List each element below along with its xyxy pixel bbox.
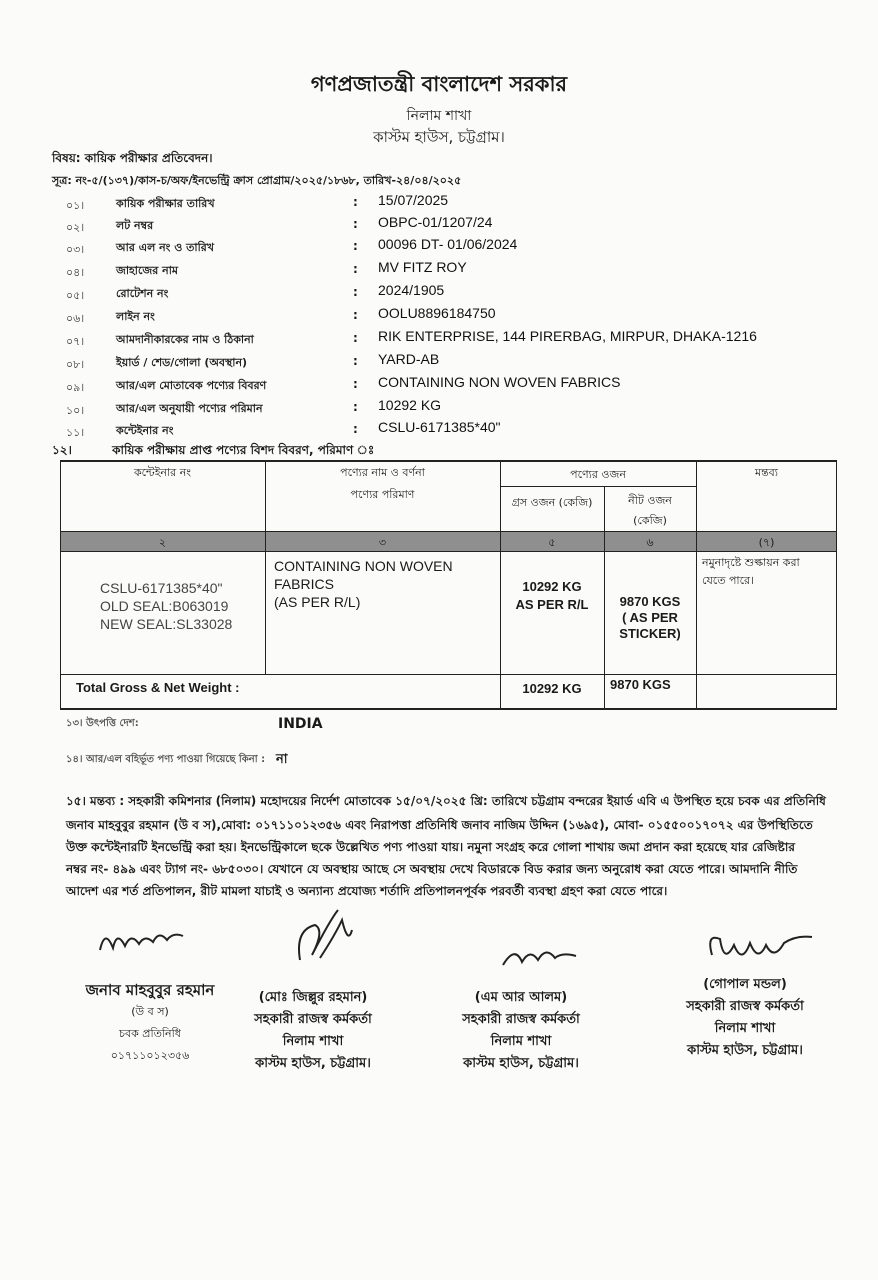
signatory-name: (এম আর আলম) bbox=[474, 990, 568, 1005]
goods-line: CONTAINING NON WOVEN bbox=[274, 558, 453, 574]
net-weight-note: ( AS PER bbox=[622, 610, 678, 625]
detail-value: YARD-AB bbox=[378, 351, 440, 367]
signatory-designation: সহকারী রাজস্ব কর্মকর্তা bbox=[462, 1012, 580, 1027]
detail-number: ০৬। bbox=[66, 312, 85, 325]
header-remarks: মন্তব্য bbox=[754, 466, 778, 479]
header-goods: পণ্যের নাম ও বর্ণনা bbox=[340, 466, 425, 479]
found-value: না bbox=[276, 752, 288, 767]
signatory-role: চবক প্রতিনিধি bbox=[119, 1027, 181, 1040]
paragraph-line: জনাব মাহবুবুর রহমান (উ ব স),মোবা: ০১৭১১০১২৩৫৬ এবং নিরাপত্তা প্রতিনিধি জনাব নাজিম উদ্দিন (১৬৯৫), মোবা- ০১৫৫০০১৭০৭২ এর উপস্থিতিতে bbox=[66, 818, 813, 832]
net-weight-note: STICKER) bbox=[619, 626, 681, 641]
signatory-name: (গোপাল মন্ডল) bbox=[703, 977, 787, 992]
net-weight-value: 9870 KGS bbox=[619, 594, 681, 609]
detail-number: ০৩। bbox=[66, 243, 85, 256]
total-net-weight: 9870 KGS bbox=[610, 677, 671, 692]
signature-4-icon bbox=[700, 925, 820, 975]
signature-2-icon bbox=[290, 900, 360, 980]
signatory-office: কাস্টম হাউস, চট্টগ্রাম। bbox=[687, 1043, 803, 1058]
header-weight: পণ্যের ওজন bbox=[570, 468, 626, 481]
detail-number: ১০। bbox=[66, 404, 85, 417]
signatory-phone: ০১৭১১০১২৩৫৬ bbox=[110, 1049, 190, 1062]
header-gross-weight: গ্রস ওজন (কেজি) bbox=[511, 496, 593, 509]
old-seal: OLD SEAL:B063019 bbox=[100, 598, 229, 614]
detail-label: লাইন নং bbox=[116, 310, 155, 323]
detail-label: রোটেশন নং bbox=[116, 287, 169, 300]
origin-label: ১৩। উৎপত্তি দেশ: bbox=[66, 718, 139, 729]
detail-label: কন্টেইনার নং bbox=[116, 424, 174, 437]
inventory-table bbox=[60, 460, 837, 710]
detail-label: আমদানীকারকের নাম ও ঠিকানা bbox=[116, 333, 254, 346]
detail-label: আর এল নং ও তারিখ bbox=[116, 241, 215, 254]
container-cell bbox=[100, 579, 232, 633]
signatory-name: জনাব মাহবুবুর রহমান bbox=[85, 981, 215, 999]
net-weight-cell bbox=[604, 594, 696, 642]
header-container: কন্টেইনার নং bbox=[133, 466, 192, 479]
goods-line: (AS PER R/L) bbox=[274, 594, 361, 610]
section-title: নিলাম শাখা bbox=[406, 108, 472, 124]
total-gross-weight: 10292 KG bbox=[522, 681, 582, 696]
signatory-designation: সহকারী রাজস্ব কর্মকর্তা bbox=[254, 1012, 372, 1027]
detail-value: MV FITZ ROY bbox=[378, 259, 467, 275]
column-number: ৫ bbox=[548, 536, 556, 549]
detail-label: কায়িক পরীক্ষার তারিখ bbox=[116, 197, 215, 210]
goods-line: FABRICS bbox=[274, 576, 334, 592]
signatory-4 bbox=[660, 974, 830, 1062]
column-number: ৩ bbox=[378, 536, 387, 549]
office-title: কাস্টম হাউস, চট্টগ্রাম। bbox=[373, 128, 505, 146]
total-weight-label: Total Gross & Net Weight : bbox=[76, 680, 240, 695]
signatory-office: কাস্টম হাউস, চট্টগ্রাম। bbox=[463, 1056, 579, 1071]
detail-number: ০৫। bbox=[66, 289, 85, 302]
origin-value: INDIA bbox=[278, 716, 323, 732]
new-seal: NEW SEAL:SL33028 bbox=[100, 616, 233, 632]
column-number: ২ bbox=[158, 536, 167, 549]
paragraph-line: নম্বর নং- ৪৯৯ এবং ট্যাগ নং- ৬৮৫০৩০। যেখানে যে অবস্থায় আছে সে অবস্থায় দেখে বিডারকে বিড করার জন্য অনুরোধ করা যেতে পারে। আমদানি নীতি bbox=[66, 862, 798, 876]
remarks-line: নমুনাদৃষ্টে শুল্কায়ন করা bbox=[702, 556, 800, 569]
column-number: ৬ bbox=[646, 536, 654, 549]
paragraph-line: আদেশ এর শর্ত প্রতিপালন, রীট মামলা যাচাই ও অন্যান্য প্রযোজ্য শর্তাদি প্রতিপালনপূর্বক পরবর্তী ব্যবস্থা গ্রহণ করা যেতে পারে। bbox=[66, 884, 668, 898]
detail-label: আর/এল অনুযায়ী পণ্যের পরিমান bbox=[116, 402, 263, 415]
detail-value: RIK ENTERPRISE, 144 PIRERBAG, MIRPUR, DHAKA-1216 bbox=[378, 328, 757, 344]
gross-weight-value: 10292 KG bbox=[522, 579, 582, 594]
signatory-1 bbox=[60, 979, 240, 1067]
detail-number: ০৭। bbox=[66, 335, 85, 348]
remarks-line: যেতে পারে। bbox=[702, 574, 755, 587]
header-goods-quantity: পণ্যের পরিমাণ bbox=[350, 488, 415, 501]
subject-line: বিষয়: কায়িক পরীক্ষার প্রতিবেদন। bbox=[52, 151, 213, 165]
header-net-weight: নীট ওজন bbox=[628, 494, 672, 507]
government-title: গণপ্রজাতন্ত্রী বাংলাদেশ সরকার bbox=[310, 72, 568, 96]
signatory-designation: সহকারী রাজস্ব কর্মকর্তা bbox=[686, 999, 804, 1014]
section-12-title: কায়িক পরীক্ষায় প্রাপ্ত পণ্যের বিশদ বিবরণ, পরিমাণ ঃ bbox=[112, 443, 375, 457]
signatory-name: (মোঃ জিল্লুর রহমান) bbox=[258, 990, 368, 1005]
detail-value: CONTAINING NON WOVEN FABRICS bbox=[378, 374, 621, 390]
detail-number: ০৪। bbox=[66, 266, 85, 279]
signatory-2 bbox=[228, 987, 398, 1075]
detail-number: ০৯। bbox=[66, 381, 85, 394]
detail-number: ০৮। bbox=[66, 358, 85, 371]
reference-line: সূত্র: নং-৫/(১৩৭)/কাস-চ/অফ/ইনভেন্ট্রি ক্রাস প্রোগ্রাম/২০২৫/১৮৬৮, তারিখ-২৪/০৪/২০২৫ bbox=[52, 174, 462, 187]
signatory-designation: (উ ব স) bbox=[131, 1005, 169, 1018]
section-12-number: ১২। bbox=[52, 443, 72, 457]
detail-value: 00096 DT- 01/06/2024 bbox=[378, 236, 518, 252]
found-label: ১৪। আর/এল বহির্ভূত পণ্য পাওয়া গিয়েছে কিনা : bbox=[66, 754, 266, 765]
detail-value: CSLU-6171385*40" bbox=[378, 419, 501, 435]
remarks-cell bbox=[702, 554, 837, 590]
detail-label: লট নম্বর bbox=[116, 219, 154, 232]
gross-weight-note: AS PER R/L bbox=[515, 597, 589, 612]
page: গণপ্রজাতন্ত্রী বাংলাদেশ সরকার নিলাম শাখা কাস্টম হাউস, চট্টগ্রাম। বিষয়: কায়িক পরীক্ষার প্রতিবেদন। সূত্র: নং-৫/(১৩৭)/কাস-চ/অফ/ইনভেন্ট্রি ক্রাস প্রোগ্রাম/২০২৫/১৮৬৮, তারিখ-২৪/০৪/২০২৫ ০১। কায়িক পরীক্ষার তারিখ : 15/07/2025 ০২। লট নম্বর : OBPC-01/1207/24 ০৩। আর এল নং ও তারিখ : 00096 DT- 01/06/2024 ০৪। জাহাজের নাম : MV FITZ ROY ০৫। রোটেশন নং : 2024/1905 ০৬। লাইন নং : OOLU8896184750 ০৭। আমদানীকারকের নাম ও ঠিকানা : RIK ENTERPRISE, 144 PIRERBAG, MIRPUR, DHAKA-1216 ০৮। ইয়ার্ড / শেড/গোলা (অবস্থান) : YARD-AB ০৯। আর/এল মোতাবেক পণ্যের বিবরণ : CONTAINING NON WOVEN FABRICS ১০। আর/এল অনুযায়ী পণ্যের পরিমান : 10292 KG ১১। কন্টেইনার নং : CSLU-6171385*40" ১২। কায়িক পরীক্ষায় প্রাপ্ত পণ্যের বিশদ বিবরণ, পরিমাণ ঃ কন্টেইনার নং পণ্যের নাম ও বর্ণনা পণ্যের পরিমাণ পণ্যের ওজন গ্রস ওজন (কেজি) নীট ওজন (কেজি) মন্তব্য ২ ৩ ৫ ৬ (৭) CSLU-6171385*40" OLD SEAL:B063019 NEW SEAL:SL33028 CONTAINING NON WOVEN FABRICS (AS PER R/L) 10292 KG AS PER R/L 9870 KGS ( AS PER STICKER) নমুনাদৃষ্টে শুল্কায়ন করা যেতে পারে। Total Gross & Net Weight : 10292 KG 9870 KGS ১৩। উৎপত্তি দেশ: INDIA ১৪। আর/এল বহির্ভূত পণ্য পাওয়া গিয়েছে কিনা : না ১৫। মন্তব্য : সহকারী কমিশনার (নিলাম) মহোদয়ের নির্দেশ মোতাবেক ১৫/০৭/২০২৫ খ্রি: তারিখে চট্টগ্রাম বন্দরের ইয়ার্ড এবি এ উপস্থিত হয়ে চবক এর প্রতিনিধি জনাব মাহবুবুর রহমান (উ ব স),মোবা: ০১৭১১০১২৩৫৬ এবং নিরাপত্তা প্রতিনিধি জনাব নাজিম উদ্দিন (১৬৯৫), মোবা- ০১৫৫০০১৭০৭২ এর উপস্থিতিতে উক্ত কন্টেইনারটি ইনভেন্ট্রি করা হয়। ইনভেন্ট্রিকালে ছকে উল্লেখিত পণ্য পাওয়া যায়। নমুনা সংগ্রহ করে গোলা শাখায় জমা প্রদান করা হয়েছে যার রেজিষ্টার নম্বর নং- ৪৯৯ এবং ট্যাগ নং- ৬৮৫০৩০। যেখানে যে অবস্থায় আছে সে অবস্থায় দেখে বিডারকে বিড করার জন্য অনুরোধ করা যেতে পারে। আমদানি নীতি আদেশ এর শর্ত প্রতিপালন, রীট মামলা যাচাই ও অন্যান্য প্রযোজ্য শর্তাদি প্রতিপালনপূর্বক পরবর্তী ব্যবস্থা গ্রহণ করা যেতে পারে। জনাব মাহবুবুর রহমান (উ ব স) চবক প্রতিনিধি ০১৭১১০১২৩৫৬ (মোঃ জিল্লুর রহমান) সহকারী রাজস্ব কর্মকর্তা নিলাম শাখা কাস্টম হাউস, চট্টগ্রাম। (এম আর আলম) সহকারী রাজস্ব কর্মকর্তা নিলাম শাখা কাস্টম হাউস, চট্টগ্রাম। (গোপাল মন্ডল) সহকারী রাজস্ব কর্মকর্তা নিলাম শাখা কাস্টম হাউস, চট্টগ্রাম। bbox=[0, 0, 878, 1280]
detail-number: ০১। bbox=[66, 199, 85, 212]
section-12-heading bbox=[52, 442, 374, 462]
column-number: (৭) bbox=[758, 536, 775, 549]
detail-number: ০২। bbox=[66, 221, 85, 234]
detail-label: জাহাজের নাম bbox=[116, 264, 179, 277]
signature-3-icon bbox=[500, 940, 580, 975]
gross-weight-cell bbox=[500, 578, 604, 614]
detail-value: OBPC-01/1207/24 bbox=[378, 214, 493, 230]
detail-value: 2024/1905 bbox=[378, 282, 445, 298]
signatory-section: নিলাম শাখা bbox=[714, 1021, 776, 1036]
goods-cell bbox=[274, 557, 453, 611]
detail-value: 15/07/2025 bbox=[378, 192, 449, 208]
detail-value: OOLU8896184750 bbox=[378, 305, 496, 321]
signatory-section: নিলাম শাখা bbox=[282, 1034, 344, 1049]
detail-number: ১১। bbox=[66, 426, 85, 439]
detail-label: ইয়ার্ড / শেড/গোলা (অবস্থান) bbox=[116, 356, 248, 369]
paragraph-line: ১৫। মন্তব্য : সহকারী কমিশনার (নিলাম) মহোদয়ের নির্দেশ মোতাবেক ১৫/০৭/২০২৫ খ্রি: তারিখে চট্টগ্রাম বন্দরের ইয়ার্ড এবি এ উপস্থিত হয়ে চবক এর প্রতিনিধি bbox=[66, 794, 826, 808]
signatory-office: কাস্টম হাউস, চট্টগ্রাম। bbox=[255, 1056, 371, 1071]
header-net-weight-unit: (কেজি) bbox=[633, 514, 667, 527]
container-number: CSLU-6171385*40" bbox=[100, 580, 223, 596]
signature-1-icon bbox=[95, 920, 195, 965]
paragraph-line: উক্ত কন্টেইনারটি ইনভেন্ট্রি করা হয়। ইনভেন্ট্রিকালে ছকে উল্লেখিত পণ্য পাওয়া যায়। নমুনা সংগ্রহ করে গোলা শাখায় জমা প্রদান করা হয়েছে যার রেজিষ্টার bbox=[66, 840, 795, 854]
detail-label: আর/এল মোতাবেক পণ্যের বিবরণ bbox=[116, 379, 267, 392]
detail-value: 10292 KG bbox=[378, 397, 442, 413]
signatory-3 bbox=[436, 987, 606, 1075]
signatory-section: নিলাম শাখা bbox=[490, 1034, 552, 1049]
